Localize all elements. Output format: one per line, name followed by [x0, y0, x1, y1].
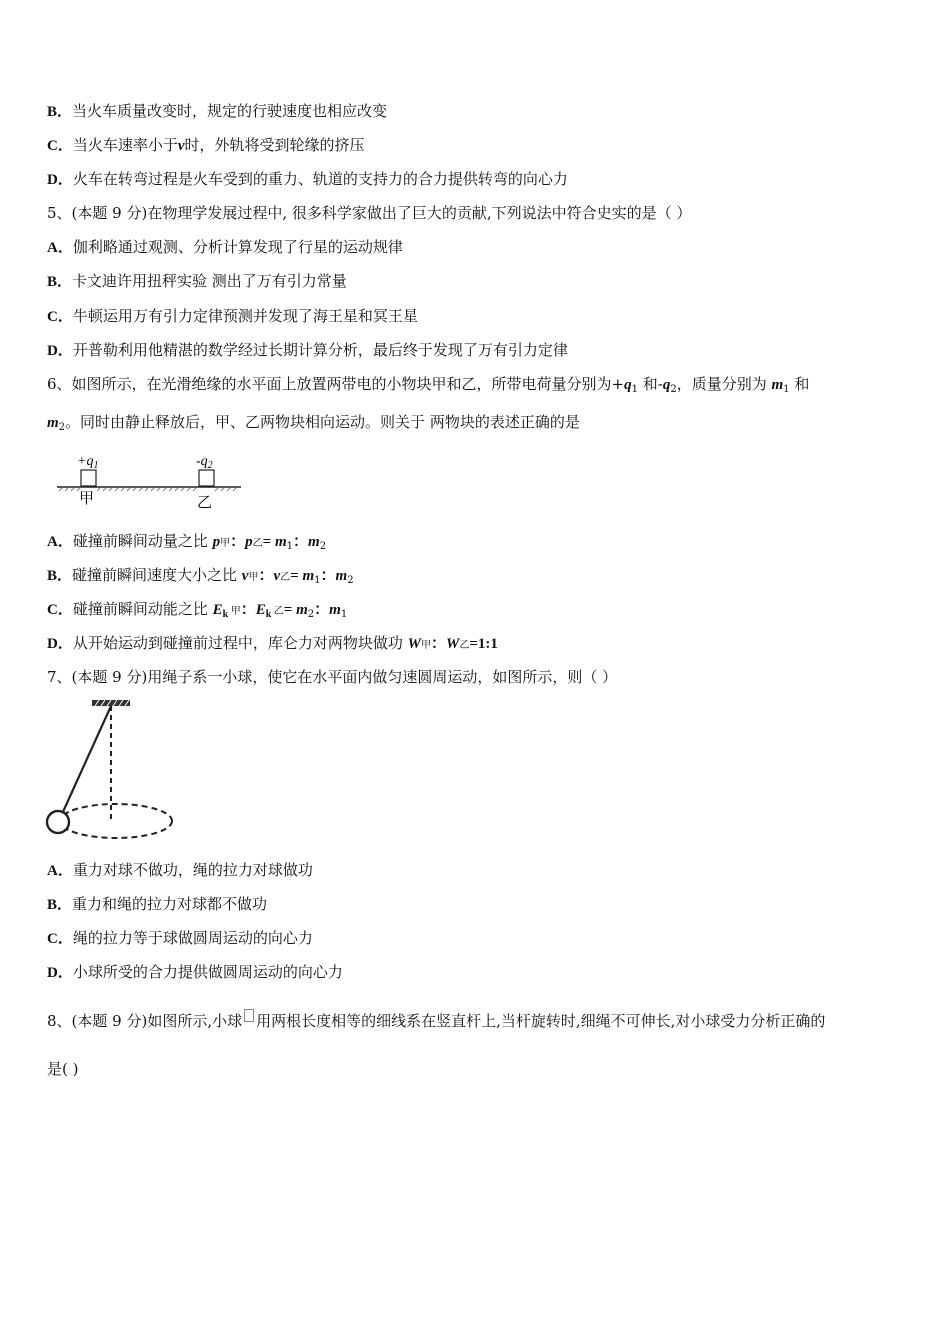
question-text: 6、如图所示，在光滑绝缘的水平面上放置两带电的小物块甲和乙，所带电荷量分别为+ — [47, 375, 625, 393]
equals: = — [283, 602, 297, 618]
colon: ： — [240, 602, 256, 618]
ball — [47, 811, 69, 833]
missing-glyph-icon — [244, 1009, 254, 1022]
option-label: D． — [47, 965, 73, 981]
q5-option-d — [47, 340, 568, 361]
option-text: 伽利略通过观测、分析计算发现了行星的运动规律 — [72, 238, 403, 256]
option-label: B． — [47, 274, 73, 290]
option-label: A． — [47, 240, 73, 256]
option-text: 碰撞前瞬间速度大小之比 — [72, 566, 242, 584]
variable-m: m — [302, 568, 315, 584]
label-jia: 甲 — [79, 489, 95, 507]
block-yi — [199, 470, 214, 486]
q6-stem-line1 — [47, 374, 809, 400]
subscript-yi: 乙 — [273, 606, 284, 617]
label-yi: 乙 — [197, 493, 213, 511]
option-label: C． — [47, 138, 73, 154]
variable-m: m — [274, 534, 287, 550]
subscript: 2 — [670, 384, 677, 395]
variable-m: m — [296, 602, 308, 618]
colon: ： — [320, 568, 336, 584]
variable-p: p — [212, 534, 221, 550]
q5-stem — [47, 203, 691, 223]
question-text: (本题 9 分)在物理学发展过程中, 很多科学家做出了巨大的贡献,下列说法中符合史实的是（ ） — [71, 204, 692, 222]
question-text: (本题 9 分)如图所示,小球 — [71, 1012, 243, 1030]
variable-m: m — [47, 415, 59, 431]
variable-q: q — [624, 377, 632, 393]
subscript: 1 — [631, 384, 638, 395]
subscript: 2 — [58, 422, 66, 433]
colon: ： — [430, 636, 446, 652]
option-text: 当火车质量改变时，规定的行驶速度也相应改变 — [72, 102, 388, 120]
question-number: 7、 — [47, 668, 72, 686]
q7-option-d — [47, 962, 343, 983]
option-text: 卡文迪许用扭秤实验 测出了万有引力常量 — [72, 272, 347, 290]
q7-option-a — [47, 860, 313, 881]
option-label: B． — [47, 104, 73, 120]
option-label: B． — [47, 897, 73, 913]
variable-p: p — [245, 534, 253, 550]
variable-w: W — [407, 636, 421, 652]
q7-option-b — [47, 894, 267, 915]
q5-option-b — [47, 271, 347, 292]
colon: ： — [314, 602, 330, 618]
q6-option-c — [47, 599, 347, 625]
colon: ： — [293, 534, 309, 550]
q6-stem-line2 — [47, 412, 580, 438]
variable-e: E — [212, 602, 223, 618]
question-text: 用两根长度相等的细线系在竖直杆上,当杆旋转时,细绳不可伸长,对小球受力分析正确的 — [256, 1012, 826, 1030]
subscript: 2 — [307, 609, 315, 620]
subscript-jia: 甲 — [220, 538, 231, 549]
subscript-yi: 乙 — [280, 572, 291, 583]
option-label: D． — [47, 172, 73, 188]
q6-option-d — [47, 633, 498, 656]
option-text: 碰撞前瞬间动能之比 — [72, 600, 213, 618]
q6-option-b — [47, 565, 354, 591]
subscript-jia: 甲 — [230, 606, 241, 617]
variable-m: m — [335, 568, 348, 584]
option-label: D． — [47, 343, 73, 359]
option-text: 时，外轨将受到轮缘的挤压 — [184, 136, 365, 154]
variable-v: v — [273, 568, 281, 584]
question-text: 是( ) — [47, 1060, 79, 1078]
equals: = — [262, 534, 275, 550]
option-text: 绳的拉力等于球做圆周运动的向心力 — [72, 929, 313, 947]
question-number: 5、 — [47, 204, 72, 222]
subscript: 2 — [347, 575, 354, 586]
variable-v: v — [177, 138, 185, 154]
subscript: 1 — [340, 609, 348, 620]
q6-option-a — [47, 531, 326, 557]
question-number: 8、 — [47, 1012, 72, 1030]
q4-option-d — [47, 169, 568, 190]
q4-option-b — [47, 101, 387, 122]
subscript-jia: 甲 — [248, 572, 259, 583]
subscript: 1 — [783, 384, 790, 395]
subscript-k: k — [265, 609, 274, 620]
option-label: D． — [47, 636, 73, 652]
label-minus-q2: $-q_2$ — [196, 454, 213, 471]
variable-q: q — [662, 377, 671, 393]
option-text: 重力和绳的拉力对球都不做功 — [72, 895, 268, 913]
option-text: 碰撞前瞬间动量之比 — [72, 532, 213, 550]
option-text: 小球所受的合力提供做圆周运动的向心力 — [72, 963, 343, 981]
subscript-k: k — [222, 609, 231, 620]
option-text: 当火车速率小于 — [72, 136, 178, 154]
question-text: 。同时由静止释放后，甲、乙两物块相向运动。则关于 两物块的表述正确的是 — [65, 413, 580, 431]
variable-m: m — [329, 602, 341, 618]
subscript-jia: 甲 — [420, 640, 431, 651]
option-text: 重力对球不做功，绳的拉力对球做功 — [72, 861, 313, 879]
equals: = — [290, 568, 303, 584]
q5-option-c — [47, 306, 418, 327]
option-label: B． — [47, 568, 73, 584]
colon: ： — [258, 568, 274, 584]
variable-v: v — [241, 568, 249, 584]
q7-figure — [44, 697, 178, 843]
ratio: =1:1 — [469, 636, 498, 652]
subscript: 1 — [314, 575, 321, 586]
option-text: 牛顿运用万有引力定律预测并发现了海王星和冥王星 — [72, 307, 418, 325]
variable-m: m — [771, 377, 784, 393]
option-label: C． — [47, 309, 73, 325]
option-label: C． — [47, 602, 73, 618]
q6-figure — [55, 448, 245, 512]
subscript: 1 — [286, 541, 293, 552]
variable-e: E — [255, 602, 266, 618]
subscript: 2 — [319, 541, 327, 552]
subscript-yi: 乙 — [459, 640, 470, 651]
q5-option-a — [47, 237, 403, 258]
option-label: C． — [47, 931, 73, 947]
q8-stem-line2 — [47, 1059, 78, 1079]
option-label: A． — [47, 534, 73, 550]
question-text: 和- — [638, 375, 663, 393]
variable-m: m — [308, 534, 320, 550]
block-jia — [81, 470, 96, 486]
q7-option-c — [47, 928, 313, 949]
option-text: 开普勒利用他精湛的数学经过长期计算分析，最后终于发现了万有引力定律 — [72, 341, 568, 359]
option-text: 从开始运动到碰撞前过程中，库仑力对两物块做功 — [72, 634, 408, 652]
subscript-yi: 乙 — [252, 538, 263, 549]
variable-w: W — [445, 636, 460, 652]
question-text: (本题 9 分)用绳子系一小球，使它在水平面内做匀速圆周运动，如图所示，则（ ） — [71, 668, 618, 686]
q7-stem — [47, 667, 617, 687]
question-text: ，质量分别为 — [676, 375, 772, 393]
rope — [62, 706, 111, 814]
option-label: A． — [47, 863, 73, 879]
question-text: 和 — [789, 375, 810, 393]
q8-stem-line1 — [47, 1009, 825, 1031]
option-text: 火车在转弯过程是火车受到的重力、轨道的支持力的合力提供转弯的向心力 — [72, 170, 568, 188]
colon: ： — [230, 534, 246, 550]
q4-option-c — [47, 135, 365, 156]
label-plus-q1: $+q_1$ — [77, 454, 99, 471]
circular-path — [60, 804, 172, 838]
